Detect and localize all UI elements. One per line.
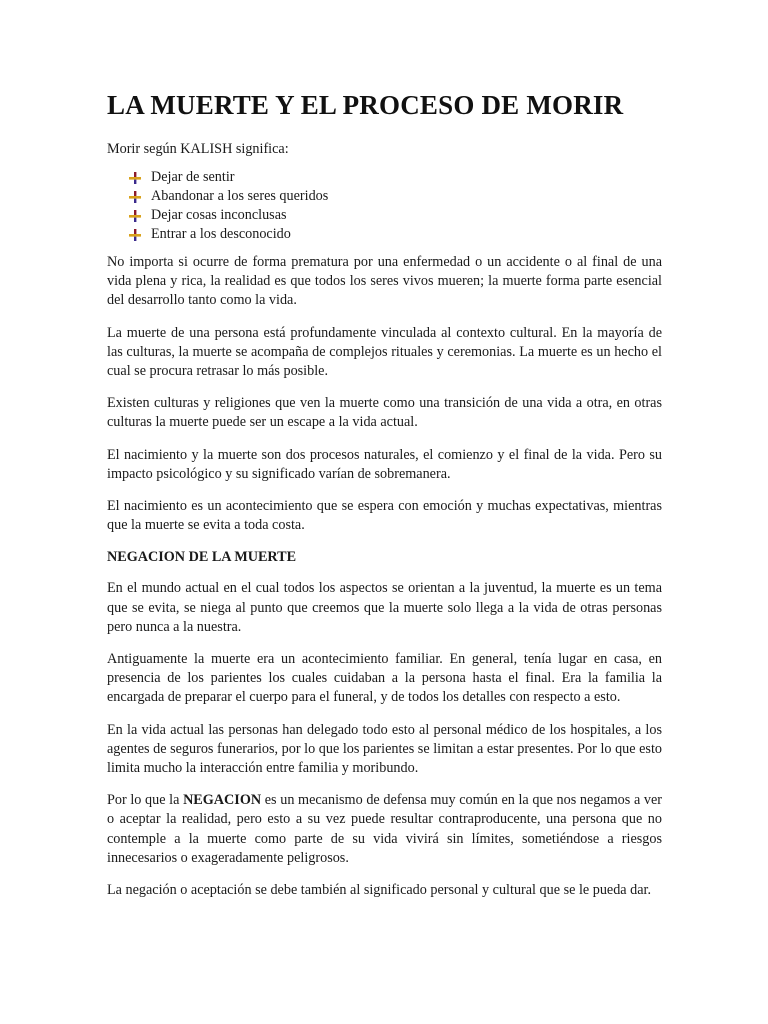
list-item-text: Dejar cosas inconclusas (151, 207, 287, 223)
paragraph: El nacimiento y la muerte son dos procesos naturales, el comienzo y el final de la vida. Pero su impacto psicológico y su significado varían de sobremanera. (107, 446, 662, 482)
list-item-text: Entrar a los desconocido (151, 226, 291, 242)
list-item (129, 225, 662, 244)
negacion-text-after: es un mecanismo de defensa muy común en la que nos negamos a ver o aceptar la realidad, pero esto a su vez puede resultar contraproducente, una persona que no contemple a la muerte como parte de su vida vivirá sin límites, sometiéndose a riesgos innecesarios o exageradamente peligrosos. (107, 792, 663, 866)
paragraph: El nacimiento es un acontecimiento que se espera con emoción y muchas expectativas, mientras que la muerte se evita a toda costa. (107, 498, 662, 534)
cross-bullet-icon (129, 229, 141, 241)
paragraph: No importa si ocurre de forma prematura por una enfermedad o un accidente o al final de una vida plena y rica, la realidad es que todos los seres vivos mueren; la muerte forma parte esencial del desarrollo tanto como la vida. (107, 254, 662, 309)
list-item (129, 206, 662, 225)
list-item-text: Abandonar a los seres queridos (151, 188, 329, 204)
negacion-paragraph (107, 791, 662, 868)
paragraph: La muerte de una persona está profundamente vinculada al contexto cultural. En la mayoría de las culturas, la muerte se acompaña de complejos rituales y ceremonias. La muerte es un hecho el cual se procura retrasar lo más posible. (107, 324, 662, 380)
section-heading: NEGACION DE LA MUERTE (107, 549, 297, 566)
negacion-text-before: Por lo que la (107, 792, 184, 809)
list-item-text: Dejar de sentir (151, 169, 235, 185)
intro-line: Morir según KALISH significa: (107, 141, 289, 157)
paragraph: En la vida actual las personas han delegado todo esto al personal médico de los hospitales, a los agentes de seguros funerarios, por lo que los parientes se limitan a estar presentes. Por lo que esto limita mucho la interacción entre familia y moribundo. (107, 721, 662, 777)
cross-bullet-icon (129, 210, 141, 222)
paragraph: Antiguamente la muerte era un acontecimiento familiar. En general, tenía lugar en casa, en presencia de los parientes los cuales cuidaban a la persona hasta el final. Era la familia la encargada de preparar el cuerpo para el funeral, y de todos los detalles con respecto a esto. (107, 651, 662, 706)
negacion-term: NEGACION (183, 792, 262, 809)
final-paragraph: La negación o aceptación se debe también al significado personal y cultural que se le pueda dar. (107, 882, 652, 899)
paragraph: En el mundo actual en el cual todos los aspectos se orientan a la juventud, la muerte es un tema que se evita, se niega al punto que creemos que la muerte solo llega a la vida de otras personas pero nunca a la nuestra. (107, 580, 662, 635)
list-item (129, 187, 662, 206)
bullet-list (107, 168, 662, 244)
cross-bullet-icon (129, 172, 141, 184)
document-title: LA MUERTE Y EL PROCESO DE MORIR (107, 90, 624, 120)
cross-bullet-icon (129, 191, 141, 203)
paragraph: Existen culturas y religiones que ven la muerte como una transición de una vida a otra, en otras culturas la muerte puede ser un escape a la vida actual. (107, 395, 662, 431)
list-item (129, 168, 662, 187)
